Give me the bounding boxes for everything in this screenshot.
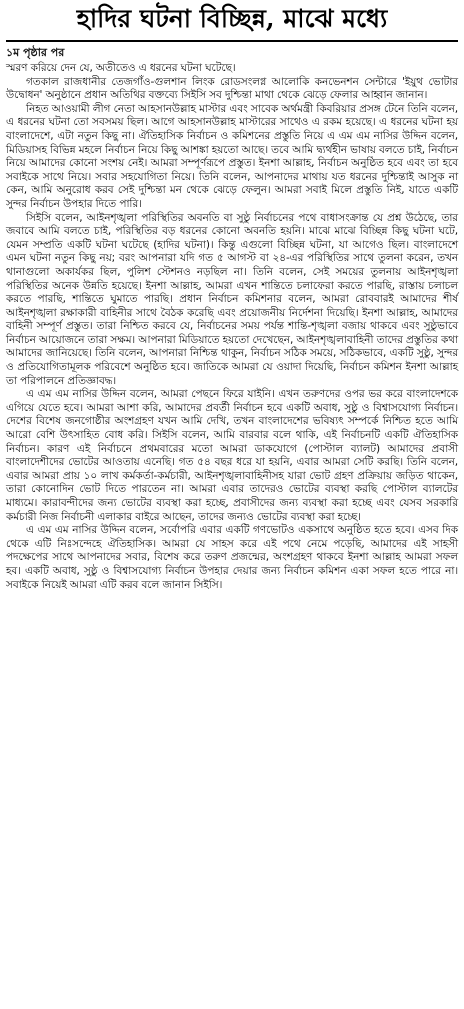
article-paragraph: স্মরণ করিয়ে দেন যে, অতীতেও এ ধরনের ঘটনা ঘটেছে। bbox=[6, 62, 236, 74]
article-body bbox=[6, 62, 458, 592]
headline-divider bbox=[6, 40, 458, 42]
article-paragraph: গতকাল রাজধানীর তেজগাঁও-গুলশান লিংক রোডসংলগ্ন আলোকি কনভেনশন সেন্টারে 'ইয়ুথ ভোটার উদ্বোধন' অনুষ্ঠানে প্রধান অতিথির বক্তব্যে সিইসি সব দুশ্চিন্তা মাথা থেকে ঝেড়ে ফেলার আহ্বান জানান। bbox=[6, 75, 458, 102]
article-paragraph: এ এম এম নাসির উদ্দিন বলেন, আমরা পেছনে ফিরে যাইনি। এখন তরুণদের ওপর ভর করে বাংলাদেশকে এগিয়ে যেতে হবে। আমরা আশা করি, আমাদের প্রবর্তী নির্বাচন হবে একটি অবাধ, সুষ্ঠু ও বিশ্বাসযোগ্য নির্বাচন। দেশের বিশেষ জনগোষ্ঠীর অংশগ্রহণ যখন আমি দেখি, তখন বাংলাদেশের ভবিষ্যৎ সম্পর্কে নিশ্চিত হতে আমি আরো বেশি উৎসাহিত বোধ করি। সিইসি বলেন, আমি বারবার বলে থাকি, এই নির্বাচনটি একটি ঐতিহাসিক নির্বাচন। কারণ এই নির্বাচনে প্রথমবারের মতো আমরা ডাকযোগে (পোস্টাল ব্যালট) আমাদের প্রবাসী বাংলাদেশীদের ভোটের আওতায় এনেছি। গত ৫৪ বছর ধরে যা হয়নি, এবার আমরা সেটি করছি। তিনি বলেন, এবার আমরা প্রায় ১০ লাখ কর্মকর্তা-কর্মচারী, আইনশৃঙ্খলাবাহিনীসহ যারা ভোট গ্রহণ প্রক্রিয়ায় জড়িত থাকেন, তারা কোনোদিন ভোট দিতে পারতেন না। আমরা এবার তাদেরও ভোটের ব্যবস্থা করছি পোস্টাল ব্যালটের মাধ্যমে। কারাবন্দীদের জন্য ভোটের ব্যবস্থা করা হচ্ছে, প্রবাসীদের জন্য ব্যবস্থা করা হচ্ছে এবং যেসব সরকারি কর্মচারী নিজ নির্বাচনী এলাকার বাইরে আছেন, তাদের জন্যও ভোটের ব্যবস্থা করা হচ্ছে। bbox=[6, 388, 458, 523]
article-paragraph: সিইসি বলেন, আইনশৃঙ্খলা পরিস্থিতির অবনতি বা সুষ্ঠু নির্বাচনের পথে বাধাসংক্রান্ত যে প্রশ্ন উঠেছে, তার জবাবে আমি বলতে চাই, পরিস্থিতির বড় ধরনের কোনো অবনতি হয়নি। মাঝে মাঝে বিচ্ছিন্ন কিছু ঘটনা ঘটে, যেমন সম্প্রতি একটি ঘটনা ঘটেছে (হাদির ঘটনা)। কিন্তু এগুলো বিচ্ছিন্ন ঘটনা, যা আগেও ছিল। বাংলাদেশে এমন ঘটনা নতুন কিছু নয়; বরং আপনারা যদি গত ৫ আগস্ট বা ২৪-এর পরিস্থিতির সাথে তুলনা করেন, তখন থানাগুলো অকার্যকর ছিল, পুলিশ স্টেশনও নড়ছিল না। তিনি বলেন, সেই সময়ের তুলনায় আইনশৃঙ্খলা পরিস্থিতির অনেক উন্নতি হয়েছে। ইনশা আল্লাহ, আমরা এখন শান্তিতে চলাফেরা করতে পারছি, রাস্তায় চলাচল করতে পারছি, শান্তিতে ঘুমাতে পারছি। প্রধান নির্বাচন কমিশনার বলেন, আমরা রোববারই আমাদের শীর্ষ আইনশৃঙ্খলা রক্ষাকারী বাহিনীর সাথে বৈঠক করেছি এবং প্রয়োজনীয় নির্দেশনা দিয়েছি। ইনশা আল্লাহ, আমাদের বাহিনী সম্পূর্ণ প্রস্তুত। তারা নিশ্চিত করবে যে, নির্বাচনের সময় পর্যন্ত শান্তি-শৃঙ্খলা বজায় থাকবে এবং সুষ্ঠুভাবে নির্বাচন আয়োজনে তারা সক্ষম। আপনারা মিডিয়াতে হয়তো দেখেছেন, আইনশৃঙ্খলাবাহিনী তাদের প্রস্তুতির কথা আমাদের জানিয়েছে। তিনি বলেন, আপনারা নিশ্চিন্ত থাকুন, নির্বাচন সঠিক সময়ে, সঠিকভাবে, একটি সুষ্ঠু, সুন্দর ও প্রতিযোগিতামূলক পরিবেশে অনুষ্ঠিত হবে। জাতিকে আমরা যে ওয়াদা দিয়েছি, নির্বাচন কমিশন ইনশা আল্লাহ তা পরিপালনে প্রতিজ্ঞাবদ্ধ। bbox=[6, 211, 459, 387]
continued-from-label: ১ম পৃষ্ঠার পর bbox=[6, 46, 65, 59]
article-paragraph: নিহত আওয়ামী লীগ নেতা আহসানউল্লাহ মাস্টার এবং সাবেক অর্থমন্ত্রী কিবরিয়ার প্রসঙ্গ টেনে তিনি বলেন, এ ধরনের ঘটনা তো সবসময় ছিল। আগে আহসানউল্লাহ মাস্টারের সাথেও এ রকম হয়েছে। এ ধরনের ঘটনা হয় বাংলাদেশে, এটা নতুন কিছু না। ঐতিহাসিক নির্বাচন ও কমিশনের প্রস্তুতি নিয়ে এ এম এম নাসির উদ্দিন বলেন, মিডিয়াসহ বিভিন্ন মহলে নির্বাচন নিয়ে কিছু আশঙ্কা হয়তো আছে। তবে আমি দ্ব্যর্থহীন ভাষায় বলতে চাই, নির্বাচন নিয়ে আমাদের কোনো সংশয় নেই। আমরা সম্পূর্ণরূপে প্রস্তুত। ইনশা আল্লাহ, নির্বাচন অনুষ্ঠিত হবে এবং তা হবে সবাইকে সাথে নিয়ে। সবার সহযোগিতা নিয়ে। তিনি বলেন, আপনাদের মাথায় যত ধরনের দুশ্চিন্তাই আসুক না কেন, আমি অনুরোধ করব সেই দুশ্চিন্তা মন থেকে ঝেড়ে ফেলুন। আমরা সবাই মিলে প্রস্তুতি নিই, যাতে একটি সুন্দর নির্বাচন উপহার দিতে পারি। bbox=[6, 102, 458, 210]
article-headline: হাদির ঘটনা বিচ্ছিন্ন, মাঝে মধ্যে bbox=[76, 4, 388, 33]
article-paragraph: এ এম এম নাসির উদ্দিন বলেন, সর্বোপরি এবার একটি গণভোটও একসাথে অনুষ্ঠিত হতে হবে। এসব দিক থেকে এটি নিঃসন্দেহে ঐতিহাসিক। আমরা যে সাহস করে এই পথে নেমে পড়েছি, আমাদের এই সাহসী পদক্ষেপের সাথে আপনাদের সবার, বিশেষ করে তরুণ প্রজন্মের, অংশগ্রহণ থাকবে ইনশা আল্লাহ আমরা সফল হব। একটি অবাধ, সুষ্ঠু ও বিশ্বাসযোগ্য নির্বাচন উপহার দেয়ার জন্য নির্বাচন কমিশন একা সফল হতে পারে না। সবাইকে নিয়েই আমরা এটি করব বলে জানান সিইসি। bbox=[6, 524, 458, 591]
